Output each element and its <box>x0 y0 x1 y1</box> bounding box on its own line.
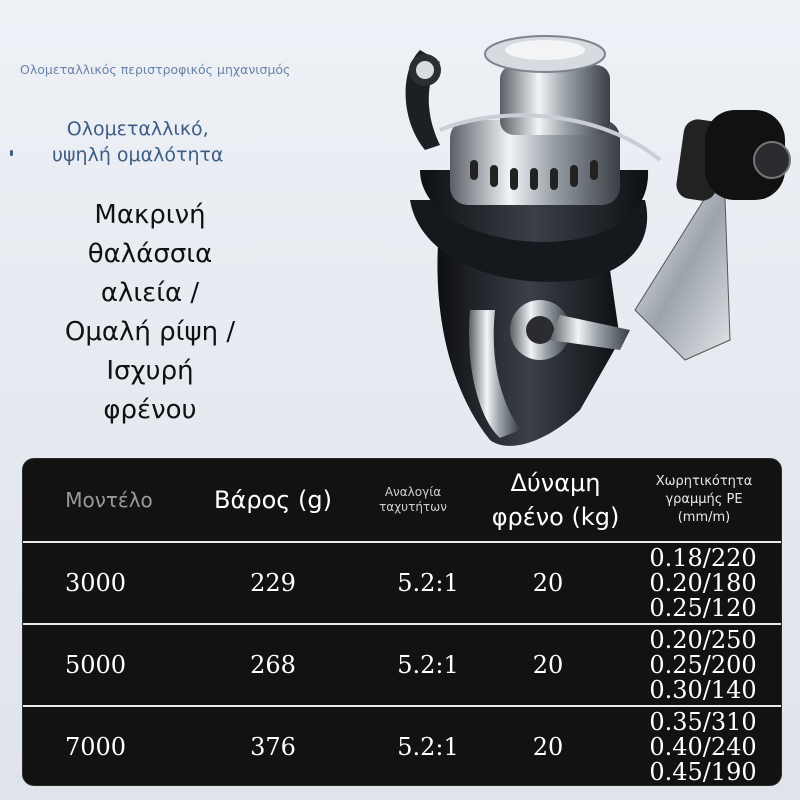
headline <box>40 196 260 430</box>
row-drag: 20 <box>532 569 564 597</box>
line-capacity-value: 0.25/120 <box>649 593 757 622</box>
header-gear-ratio-line: Αναλογία <box>384 485 442 499</box>
line-capacity-value: 0.20/180 <box>649 568 757 597</box>
table-row <box>23 705 781 786</box>
row-drag: 20 <box>532 733 564 761</box>
headline-line: θαλάσσια <box>87 239 213 269</box>
header-gear-ratio <box>363 459 463 541</box>
line-capacity-value: 0.45/190 <box>649 757 757 786</box>
headline-line: φρένου <box>103 395 197 425</box>
row-line-capacity <box>623 625 782 705</box>
header-line-capacity-line: (mm/m) <box>677 510 731 525</box>
subhead-line: υψηλή ομαλότητα <box>52 144 224 166</box>
line-capacity-value: 0.18/220 <box>649 543 757 572</box>
line-capacity-value: 0.20/250 <box>649 625 757 654</box>
header-drag <box>478 459 633 541</box>
row-gear-ratio: 5.2:1 <box>397 569 459 597</box>
header-gear-ratio-line: ταχυτήτων <box>379 500 447 514</box>
line-capacity-value: 0.30/140 <box>649 675 757 704</box>
tagline: Ολομεταλλικός περιστροφικός μηχανισμός <box>20 62 291 77</box>
table-row <box>23 541 781 625</box>
header-drag-line: φρένο (kg) <box>491 503 620 531</box>
header-weight: Βάρος (g) <box>214 486 332 514</box>
header-drag-line: Δύναμη <box>510 469 601 497</box>
row-model: 5000 <box>65 651 127 679</box>
row-line-capacity <box>623 543 782 623</box>
table-header <box>23 459 781 541</box>
subhead-line: Ολομεταλλικό, <box>66 118 209 140</box>
headline-line: Ομαλή ρίψη / <box>64 317 236 347</box>
header-line-capacity <box>631 459 777 541</box>
line-capacity-value: 0.35/310 <box>649 707 757 736</box>
row-model: 7000 <box>65 733 127 761</box>
subhead <box>52 116 223 168</box>
subhead-bullet <box>10 150 13 156</box>
spec-table <box>22 458 782 786</box>
row-line-capacity <box>623 707 782 786</box>
header-line-capacity-line: γραμμής PE <box>665 492 743 507</box>
headline-line: Μακρινή <box>94 200 206 230</box>
header-line-capacity-line: Χωρητικότητα <box>655 474 753 489</box>
row-weight: 268 <box>250 651 296 679</box>
row-drag: 20 <box>532 651 564 679</box>
line-capacity-value: 0.40/240 <box>649 732 757 761</box>
row-weight: 376 <box>250 733 296 761</box>
header-model: Μοντέλο <box>65 488 153 512</box>
spinning-reel-illustration <box>380 10 800 460</box>
row-model: 3000 <box>65 569 127 597</box>
headline-line: Ισχυρή <box>106 356 194 386</box>
headline-line: αλιεία / <box>100 278 200 308</box>
table-row <box>23 623 781 707</box>
row-gear-ratio: 5.2:1 <box>397 733 459 761</box>
row-weight: 229 <box>250 569 296 597</box>
row-gear-ratio: 5.2:1 <box>397 651 459 679</box>
line-capacity-value: 0.25/200 <box>649 650 757 679</box>
